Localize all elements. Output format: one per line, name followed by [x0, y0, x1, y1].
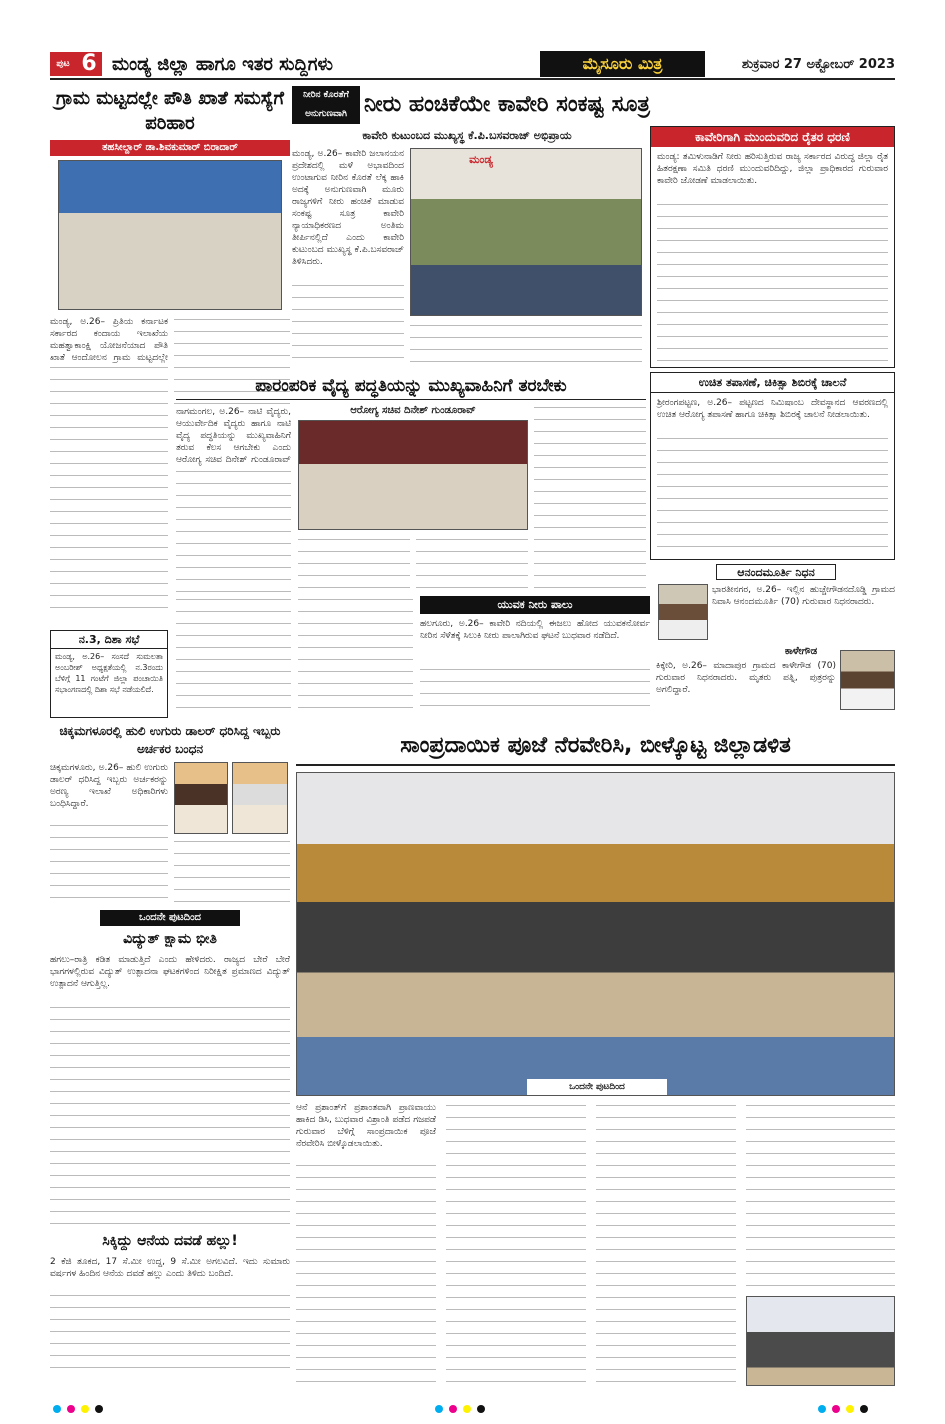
pouthi-headline: ಗ್ರಾಮ ಮಟ್ಟದಲ್ಲೇ ಪೌತಿ ಖಾತೆ ಸಮಸ್ಯೆಗೆ ಪರಿಹಾರ: [56, 88, 284, 134]
ayurveda-subhead: ಆರೋಗ್ಯ ಸಚಿವ ದಿನೇಶ್ ಗುಂಡೂರಾವ್: [350, 405, 476, 416]
registration-dots-left: [50, 1398, 130, 1408]
ayurveda-headline: ಪಾರಂಪರಿಕ ವೈದ್ಯ ಪದ್ಧತಿಯನ್ನು ಮುಖ್ಯವಾಹಿನಿಗೆ ತರಬೇಕು: [176, 372, 646, 400]
cauvery-body-col2: [410, 322, 642, 366]
chikmagalur-body-filler: [50, 822, 168, 902]
disha-body: ಮಂಡ್ಯ, ಅ.26– ಸಂಸದೆ ಸುಮಲತಾ ಅಂಬರೀಶ್ ಅಧ್ಯಕ್ಷತೆಯಲ್ಲಿ ನ.3ರಂದು ಬೆಳಿಗ್ಗೆ 11 ಗಂಟೆಗೆ ಜಿಲ್ಲಾ ಪಂಚಾಯಿತಿ ಸಭಾಂಗಣದಲ್ಲಿ ದಿಶಾ ಸಭೆ ನಡೆಯಲಿದೆ.: [55, 652, 163, 694]
chikmagalur-body-col2: [174, 838, 290, 902]
ayurveda-body: ನಾಗಮಂಗಲ, ಅ.26– ನಾಟಿ ವೈದ್ಯರು, ಆಯುರ್ವೇದಿಕ ವೈದ್ಯರು ಹಾಗೂ ನಾಟಿ ವೈದ್ಯ ಪದ್ಧತಿಯನ್ನು ಮುಖ್ಯವಾಹಿನಿಗೆ ತರುವ ಕೆಲಸ ಆಗಬೇಕು ಎಂದು ಆರೋಗ್ಯ ಸಚಿವ ದಿನೇಶ್ ಗುಂಡೂರಾವ್: [176, 407, 291, 465]
ayurveda-body-col4: [534, 404, 646, 592]
chikmagalur-story: [50, 722, 290, 908]
pouthi-photo: [58, 160, 282, 310]
section-title: ಮಂಡ್ಯ ಜಿಲ್ಲಾ ಹಾಗೂ ಇತರ ಸುದ್ದಿಗಳು: [112, 54, 333, 75]
paper-name: ಮೈಸೂರು ಮಿತ್ರ: [540, 51, 705, 77]
obituary-photo-2: [840, 650, 895, 710]
obituaries: [656, 564, 895, 714]
chikmagalur-headline: ಚಿಕ್ಕಮಗಳೂರಲ್ಲಿ ಹುಲಿ ಉಗುರು ಡಾಲರ್ ಧರಿಸಿದ್ದ ಇಬ್ಬರು ಅರ್ಚಕರ ಬಂಧನ: [59, 724, 281, 756]
masthead: [50, 50, 895, 80]
dasara-headline: ಸಾಂಪ್ರದಾಯಿಕ ಪೂಜೆ ನೆರವೇರಿಸಿ, ಬೀಳ್ಕೊಟ್ಟ ಜಿಲ್ಲಾಡಳಿತ: [296, 726, 895, 766]
farmers-body-filler: [657, 201, 888, 363]
page-label: ಪುಟ: [50, 52, 76, 76]
elephant-tooth-headline: ಸಿಕ್ಕಿದ್ದು ಆನೆಯ ದವಡೆ ಹಲ್ಲು!: [102, 1233, 238, 1249]
obituary-place: ಕಾಳೇಗೌಡ: [784, 646, 818, 657]
page-number: 6: [76, 52, 102, 76]
health-camp-headline: ಉಚಿತ ತಪಾಸಣೆ, ಚಿಕಿತ್ಸಾ ಶಿಬಿರಕ್ಕೆ ಚಾಲನೆ: [651, 373, 894, 393]
dasara-body-col2: [446, 1102, 586, 1386]
elephant-tooth-body-filler: [50, 1292, 290, 1378]
cauvery-photo-label: ಮಂಡ್ಯ: [469, 153, 493, 166]
dasara-photo: [296, 772, 895, 1096]
elephant-tooth-body: 2 ಕೆಜಿ ತೂಕದ, 17 ಸೆ.ಮೀ ಉದ್ದ, 9 ಸೆ.ಮೀ ಅಗಲವಿದೆ. ಇದು ಸುಮಾರು ವರ್ಷಗಳ ಹಿಂದಿನ ಆನೆಯ ದವಡೆ ಹಲ್ಲು ಎಂದು ತಿಳಿದು ಬಂದಿದೆ.: [50, 1257, 290, 1279]
obituary-photo-1: [658, 584, 708, 640]
water-story: [420, 596, 650, 716]
ayurveda-story: [176, 372, 646, 592]
dasara-elephant-photo: [746, 1296, 895, 1386]
water-body: ಹಲಗೂರು, ಅ.26– ಕಾವೇರಿ ನದಿಯಲ್ಲಿ ಈಜಲು ಹೋದ ಯುವಕನೋರ್ವ ನೀರಿನ ಸೆಳೆತಕ್ಕೆ ಸಿಲುಕಿ ನೀರು ಪಾಲಾಗಿರುವ ಘಟನೆ ಬುಧವಾರ ನಡೆದಿದೆ.: [420, 619, 650, 641]
health-camp-body-filler: [657, 435, 888, 555]
obituary-body-1: ಭಾರತೀನಗರ, ಅ.26– ಇಲ್ಲಿನ ಹುಚ್ಚೇಗೌಡನದೊಡ್ಡಿ ಗ್ರಾಮದ ನಿವಾಸಿ ಆನಂದಮೂರ್ತಿ (70) ಗುರುವಾರ ನಿಧನರಾದರು.: [712, 585, 895, 607]
dasara-photo-caption: ಒಂದನೇ ಪುಟದಿಂದ: [527, 1079, 667, 1095]
elephant-tooth-story: [50, 1230, 290, 1380]
electricity-body: ಹಗಲು–ರಾತ್ರಿ ಕಡಿತ ಮಾಡುತ್ತಿದೆ ಎಂದು ಹೇಳಿದರು. ರಾಜ್ಯದ ಬೇರೆ ಬೇರೆ ಭಾಗಗಳಲ್ಲಿರುವ ವಿದ್ಯುತ್ ಉತ್ಪಾದನಾ ಘಟಕಗಳಿಂದ ನಿರೀಕ್ಷಿತ ಪ್ರಮಾಣದ ವಿದ್ಯುತ್ ಉತ್ಪಾದನೆ ಆಗುತ್ತಿಲ್ಲ.: [50, 955, 290, 989]
ayurveda-photo: [298, 420, 528, 530]
cauvery-story: [292, 86, 650, 366]
dasara-body-col3: [596, 1102, 736, 1386]
disha-meeting-story: [50, 630, 168, 718]
cauvery-subhead: ಕಾವೇರಿ ಕುಟುಂಬದ ಮುಖ್ಯಸ್ಥ ಕೆ.ಪಿ.ಬಸವರಾಜ್ ಅಭಿಪ್ರಾಯ: [362, 129, 572, 142]
cauvery-kicker: ನೀರಿನ ಕೊರತೆಗೆ ಅನುಗುಣವಾಗಿ: [292, 86, 360, 124]
obituary-body-2: ಕಿಕ್ಕೇರಿ, ಅ.26– ಮಾದಾಪುರ ಗ್ರಾಮದ ಕಾಳೇಗೌಡ (70) ಗುರುವಾರ ನಿಧನರಾದರು. ಮೃತರು ಪತ್ನಿ, ಪುತ್ರರನ್ನು ಅಗಲಿದ್ದಾರೆ.: [656, 661, 836, 695]
health-camp-body: ಶ್ರೀರಂಗಪಟ್ಟಣ, ಅ.26– ಪಟ್ಟಣದ ನಿಮಿಷಾಂಬ ದೇವಸ್ಥಾನದ ಆವರಣದಲ್ಲಿ ಉಚಿತ ಆರೋಗ್ಯ ತಪಾಸಣೆ ಹಾಗೂ ಚಿಕಿತ್ಸಾ ಶಿಬಿರಕ್ಕೆ ಚಾಲನೆ ನೀಡಲಾಯಿತು.: [657, 398, 888, 420]
water-headline: ಯುವಕ ನೀರು ಪಾಲು: [420, 596, 650, 614]
chikmagalur-photo-1: [174, 762, 228, 834]
cauvery-body-filler: [292, 282, 404, 366]
ayurveda-body-col2: [298, 536, 410, 592]
ayurveda-left-col-filler: [176, 596, 291, 716]
cauvery-headline: ನೀರು ಹಂಚಿಕೆಯೇ ಕಾವೇರಿ ಸಂಕಷ್ಟ ಸೂತ್ರ: [364, 92, 650, 117]
electricity-body-filler: [50, 1004, 290, 1228]
ayurveda-mid-col-filler: [298, 596, 413, 716]
disha-headline: ನ.3, ದಿಶಾ ಸಭೆ: [51, 631, 167, 649]
electricity-story: [50, 910, 290, 1230]
electricity-headline: ವಿದ್ಯುತ್ ಕ್ಷಾಮ ಭೀತಿ: [123, 931, 217, 947]
ayurveda-body-col3: [416, 536, 528, 592]
pouthi-subhead: ತಹಸೀಲ್ದಾರ್ ಡಾ.ಶಿವಕುಮಾರ್ ಬಿರಾದಾರ್: [50, 140, 290, 156]
dasara-body-col4: [746, 1102, 895, 1292]
registration-dots-right: [815, 1398, 895, 1408]
masthead-date: ಶುಕ್ರವಾರ 27 ಅಕ್ಟೋಬರ್ 2023: [741, 57, 895, 72]
dasara-body-filler-1: [296, 1162, 436, 1386]
cauvery-photo: [410, 148, 642, 316]
pouthi-body: ಮಂಡ್ಯ, ಅ.26– ಪ್ರಿತಿಯ ಕರ್ನಾಟಕ ಸರ್ಕಾರದ ಕಂದಾಯ ಇಲಾಖೆಯ ಮಹತ್ವಾಕಾಂಕ್ಷಿ ಯೋಜನೆಯಾದ ಪೌತಿ ಖಾತೆ ಆಂದೋಲನ ಗ್ರಾಮ ಮಟ್ಟದಲ್ಲೇ: [50, 317, 168, 363]
farmers-body: ಮಂಡ್ಯ: ತಮಿಳುನಾಡಿಗೆ ನೀರು ಹರಿಸುತ್ತಿರುವ ರಾಜ್ಯ ಸರ್ಕಾರದ ವಿರುದ್ಧ ಜಿಲ್ಲಾ ರೈತ ಹಿತರಕ್ಷಣಾ ಸಮಿತಿ ಧರಣಿ ಮುಂದುವರಿದಿದ್ದು, ಜಿಲ್ಲಾ ಪ್ರಾಧಿಕಾರದ ಗುರುವಾರ ಕಾವೇರಿ ಜೋಡಣೆ ಮಾಡಲಾಯಿತು.: [657, 152, 888, 186]
dasara-story: [296, 726, 895, 1386]
pouthi-body-filler: [50, 364, 168, 614]
electricity-kicker: ಒಂದನೇ ಪುಟದಿಂದ: [100, 910, 240, 926]
farmers-story: [650, 126, 895, 368]
water-body-filler: [420, 666, 650, 714]
ayurveda-body-filler: [176, 468, 291, 592]
registration-dots-center: [432, 1398, 512, 1408]
dasara-body: ಆನೆ ಪ್ರಶಾಂತ್‌ಗೆ ಪ್ರಶಾಂತವಾಗಿ ಪ್ರಾಣವಾಯು ಹಾಕಿದ ಡಿಸಿ, ಬುಧವಾರ ವಿಶ್ರಾಂತಿ ಪಡೆದ ಗಜಪಡೆ ಗುರುವಾರ ಬೆಳಿಗ್ಗೆ ಸಾಂಪ್ರದಾಯಿಕ ಪೂಜೆ ನೆರವೇರಿಸಿ ಬೀಳ್ಕೊಡಲಾಯಿತು.: [296, 1103, 436, 1149]
cauvery-body: ಮಂಡ್ಯ, ಅ.26– ಕಾವೇರಿ ಜಲಾನಯನ ಪ್ರದೇಶದಲ್ಲಿ ಮಳೆ ಅಭಾವದಿಂದ ಉಂಟಾಗುವ ನೀರಿನ ಕೊರತೆ ಲೆಕ್ಕ ಹಾಕಿ ಅದಕ್ಕೆ ಅನುಗುಣವಾಗಿ ಮೂರು ರಾಜ್ಯಗಳಿಗೆ ನೀರು ಹಂಚಿಕೆ ಮಾಡುವ ಸಂಕಷ್ಟ ಸೂತ್ರ ಕಾವೇರಿ ನ್ಯಾಯಾಧಿಕರಣದ ಅಂತಿಮ ತೀರ್ಪಿನಲ್ಲಿದೆ ಎಂದು ಕಾವೇರಿ ಕುಟುಂಬದ ಮುಖ್ಯಸ್ಥ ಕೆ.ಪಿ.ಬಸವರಾಜ್ ತಿಳಿಸಿದರು.: [292, 149, 404, 267]
chikmagalur-body: ಚಿಕ್ಕಮಗಳೂರು, ಅ.26– ಹುಲಿ ಉಗುರು ಡಾಲರ್ ಧರಿಸಿದ್ದ ಇಬ್ಬರು ಅರ್ಚಕರನ್ನು ಅರಣ್ಯ ಇಲಾಖೆ ಅಧಿಕಾರಿಗಳು ಬಂಧಿಸಿದ್ದಾರೆ.: [50, 763, 168, 809]
farmers-headline: ಕಾವೇರಿಗಾಗಿ ಮುಂದುವರಿದ ರೈತರ ಧರಣಿ: [651, 127, 894, 147]
obituary-title: ಆನಂದಮೂರ್ತಿ ನಿಧನ: [716, 564, 836, 580]
health-camp-story: [650, 372, 895, 560]
chikmagalur-photo-2: [232, 762, 288, 834]
